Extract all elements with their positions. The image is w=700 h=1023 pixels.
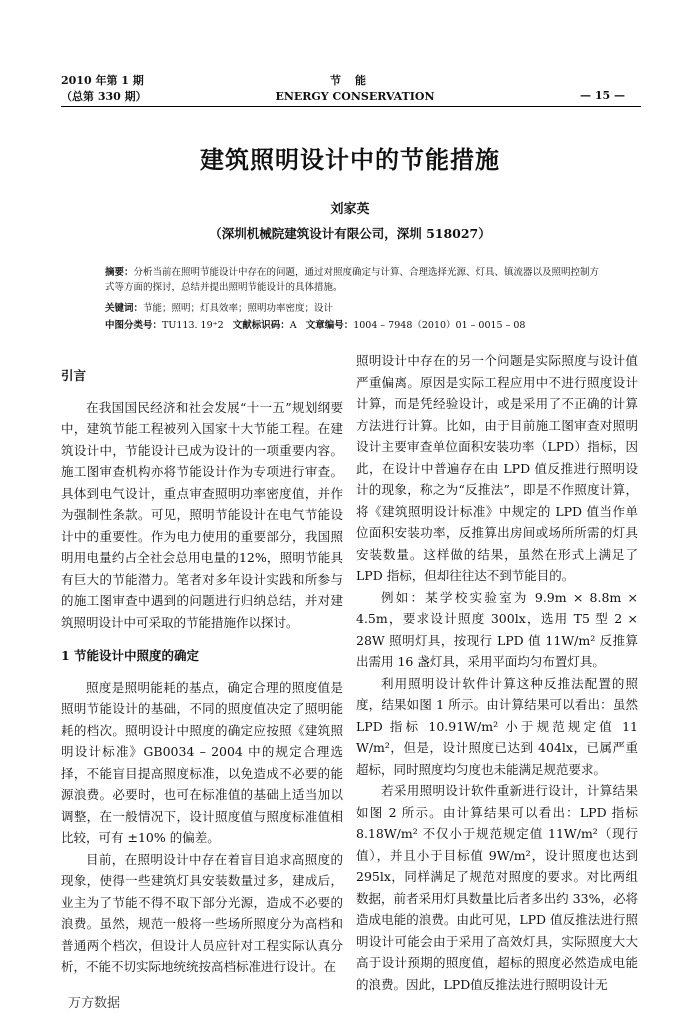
article-no-value: 1004 – 7948（2010）01 – 0015 – 08 xyxy=(353,320,526,331)
author-affiliation: （深圳机械院建筑设计有限公司，深圳 518027） xyxy=(209,226,491,241)
author-name: 刘家英 xyxy=(330,202,370,217)
section-1-paragraph-1: 照度是照明能耗的基点，确定合理的照度值是照明节能设计的基础，不同的照度值决定了照明能耗的档次。照明设计中照度的确定应按照《建筑照明设计标准》GB0034 – 2004 中的规定合理选择，不能盲目提高照度标准，以免造成不必要的能源浪费。必要时，也可在标准值的基础上适当加以调整，在一般情况下，设计照度值与照度标准值相比较，可有 ±10% 的偏差。 xyxy=(61,679,343,845)
abstract xyxy=(105,265,605,295)
classification-line xyxy=(105,318,625,333)
abstract-label: 摘要： xyxy=(105,267,134,278)
abstract-text: 分析当前在照明节能设计中存在的问题，通过对照度确定与计算、合理选择光源、灯具、镇流器以及照明控制方式等方面的探讨，总结并提出照明节能设计的具体措施。 xyxy=(105,267,600,293)
watermark-footer: 万方数据 xyxy=(68,996,121,1011)
right-paragraph-2: 例如：某学校实验室为 9.9m × 8.8m × 4.5m，要求设计照度 300lx，选用 T5 型 2 × 28W 照明灯具，按现行 LPD 值 11W/m² 反推算出需用 16 盏灯具，采用平面均匀布置灯具。 xyxy=(356,589,638,669)
section-1-heading: 1 节能设计中照度的确定 xyxy=(61,648,200,663)
right-paragraph-1: 照明设计中存在的另一个问题是实际照度与设计值严重偏离。原因是实际工程应用中不进行照度设计计算，而是凭经验设计，或是采用了不正确的计算方法进行计算。比如，由于目前施工图审查对照明设计主要审查单位面积安装功率（LPD）指标，因此，在设计中普遍存在由 LPD 值反推进行照明设计的现象，称之为“反推法”，即是不作照度计算，将《建筑照明设计标准》中规定的 LPD 值当作单位面积安装功率，反推算出房间或场所所需的灯具安装数量。这样做的结果，虽然在形式上满足了 LPD 指标，但却往往达不到节能目的。 xyxy=(356,353,638,583)
right-paragraph-4: 若采用照明设计软件重新进行设计，计算结果如图 2 所示。由计算结果可以看出：LPD 指标 8.18W/m² 不仅小于规范规定值 11W/m²（现行值），并且小于目标值 9W/m²，设计照度也达到 295lx，同样满足了规范对照度的要求。对比两组数据，前者采用灯具数量比后者多出约 33%，必将造成电能的浪费。由此可见，LPD 值反推法进行照明设计可能会由于采用了高效灯具，实际照度大大高于设计预期的照度值，超标的照度必然造成电能的浪费。因此，LPD值反推法进行照明设计无 xyxy=(356,783,638,992)
journal-title-en: ENERGY CONSERVATION xyxy=(275,90,435,103)
page-number: — 15 — xyxy=(580,89,625,102)
doc-code-value: A xyxy=(289,320,297,331)
header-rule xyxy=(61,106,641,107)
intro-heading: 引言 xyxy=(61,368,87,383)
keywords-text: 节能；照明；灯具效率；照明功率密度；设计 xyxy=(143,303,334,314)
article-no-label: 文章编号： xyxy=(305,320,354,331)
class-value: TU113. 19⁺2 xyxy=(162,320,224,331)
article-title: 建筑照明设计中的节能措施 xyxy=(200,145,500,174)
running-header-center xyxy=(270,73,440,105)
issue-label: 2010 年第 1 期 xyxy=(61,74,144,87)
left-column xyxy=(61,365,343,978)
right-column xyxy=(356,350,638,995)
right-paragraph-3: 利用照明设计软件计算这种反推法配置的照度，结果如图 1 所示。由计算结果可以看出：虽然 LPD 指标 10.91W/m² 小于规范规定值 11 W/m²，但是，设计照度已达到 404lx，已属严重超标，同时照度均匀度也未能满足规范要求。 xyxy=(356,675,638,777)
keywords xyxy=(105,301,605,316)
journal-title-cn: 节能 xyxy=(330,74,380,87)
running-header-left xyxy=(61,73,147,105)
total-issue-label: （总第 330 期） xyxy=(61,90,147,103)
keywords-label: 关键词： xyxy=(105,303,144,314)
section-1-paragraph-2: 目前，在照明设计中存在着盲目追求高照度的现象，使得一些建筑灯具安装数量过多，建成后，业主为了节能不得不取下部分光源，造成不必要的浪费。虽然，规范一般将一些场所照度分为高档和普通两个档次，但设计人员应针对工程实际认真分析，不能不切实际地统统按高档标准进行设计。在 xyxy=(61,851,343,974)
class-label: 中图分类号： xyxy=(105,320,163,331)
doc-code-label: 文献标识码： xyxy=(232,320,290,331)
intro-paragraph: 在我国国民经济和社会发展“十一五”规划纲要中，建筑节能工程被列入国家十大节能工程。在建筑设计中，节能设计已成为设计的一项重要内容。施工图审查机构亦将节能设计作为专项进行审查。具体到电气设计，重点审查照明功率密度值，并作为强制性条款。可见，照明节能设计在电气节能设计中的重要性。作为电力使用的重要部分，我国照明用电量约占全社会总用电量的12%，照明节能具有巨大的节能潜力。笔者对多年设计实践和所参与的施工图审查中遇到的问题进行归纳总结，并对建筑照明设计中可采取的节能措施作以探讨。 xyxy=(61,399,343,630)
